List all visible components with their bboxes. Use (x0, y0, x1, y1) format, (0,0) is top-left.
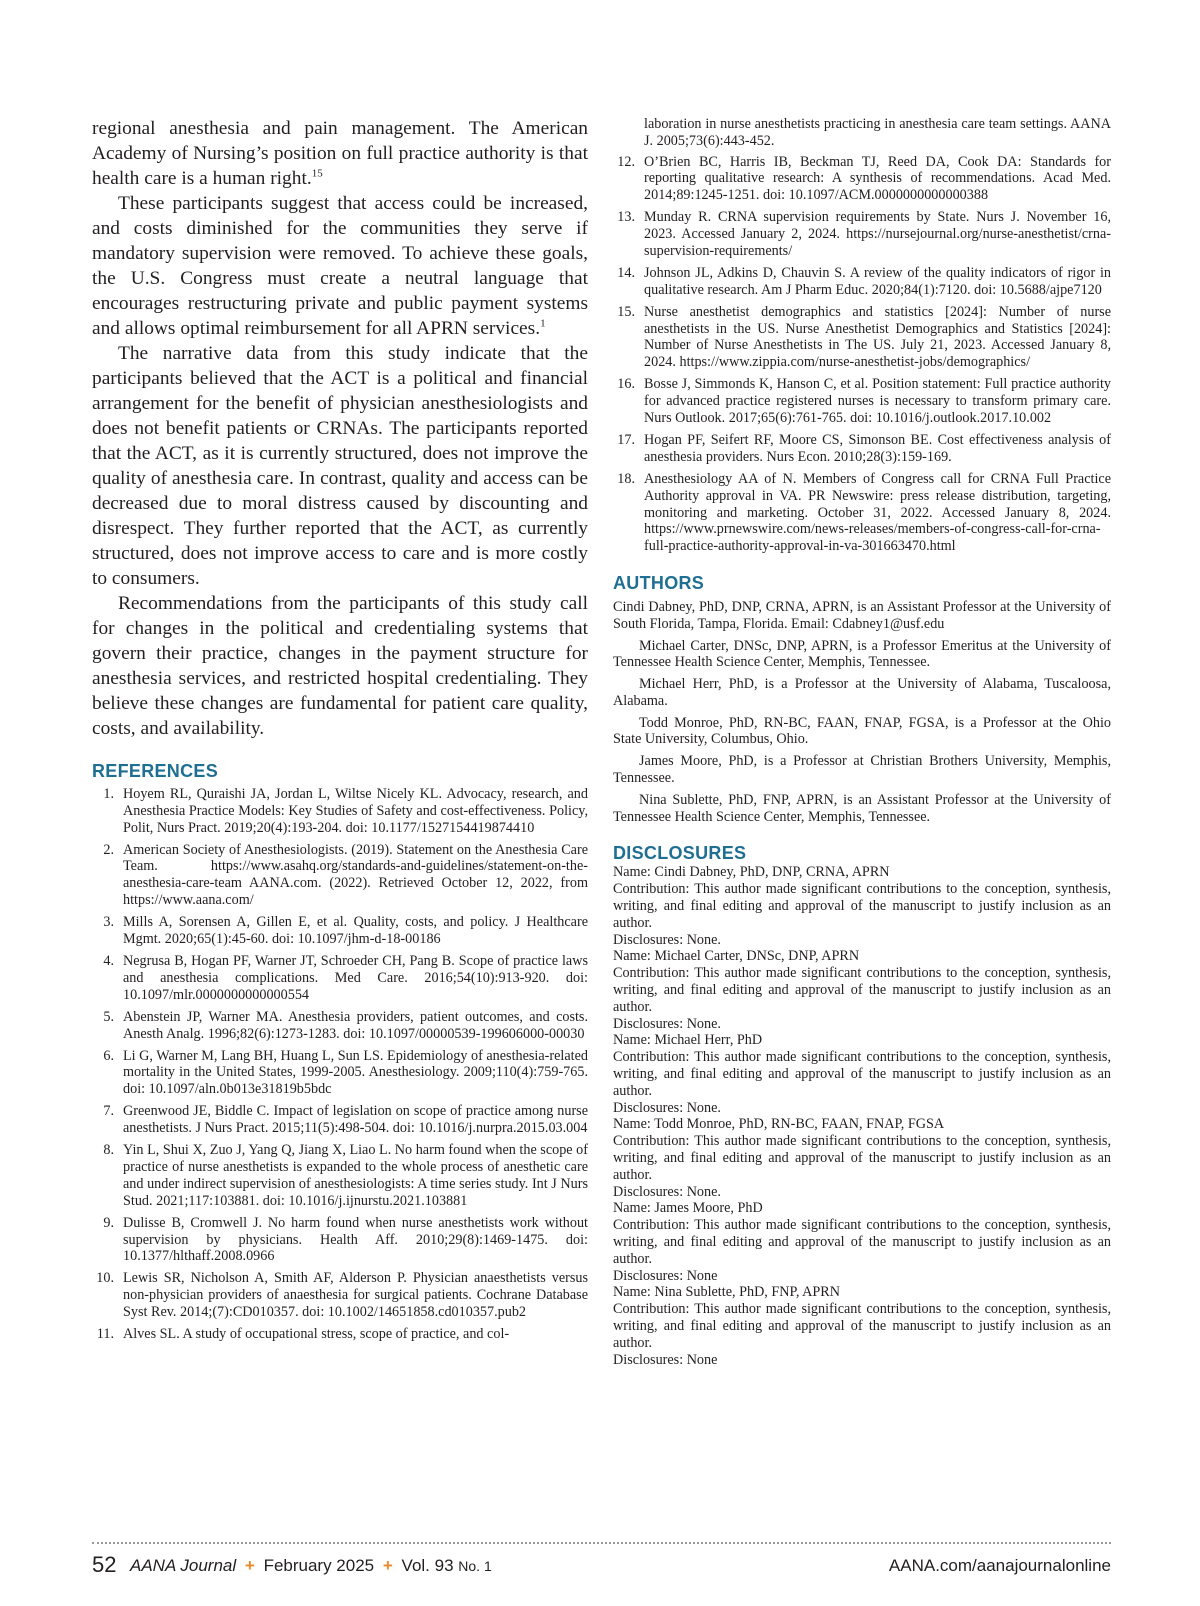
reference-text: Mills A, Sorensen A, Gillen E, et al. Quality, costs, and policy. J Healthcare Mgmt. 2020;65(1):45-60. doi: 10.1097/jhm-d-18-00186 (123, 914, 588, 947)
reference-item (613, 432, 1111, 466)
authors-section (613, 599, 1111, 826)
right-column (613, 116, 1111, 1368)
reference-number: 13. (617, 209, 635, 226)
disclosure-name: Name: Todd Monroe, PhD, RN-BC, FAAN, FNAP, FGSA (613, 1116, 945, 1133)
reference-text: Greenwood JE, Biddle C. Impact of legislation on scope of practice among nurse anesthetists. J Nurs Pract. 2015;11(5):498-504. doi: 10.1016/j.nurpra.2015.03.004 (123, 1103, 588, 1137)
reference-item (613, 376, 1111, 426)
reference-item (92, 1142, 588, 1209)
reference-item (92, 1048, 588, 1098)
reference-item (613, 209, 1111, 259)
disclosure-contribution: Contribution: This author made significant contributions to the conception, synthesis, writing, and final editing and approval of the manuscript to justify inclusion as an author. (613, 965, 1111, 1015)
body-paragraph (92, 191, 588, 341)
reference-text: Johnson JL, Adkins D, Chauvin S. A review of the quality indicators of rigor in qualitative research. Am J Pharm Educ. 2020;84(1):7120. doi: 10.5688/ajpe7120 (644, 264, 1111, 298)
disclosure-disclosure: Disclosures: None (613, 1351, 718, 1368)
reference-text: Alves SL. A study of occupational stress, scope of practice, and col- (123, 1326, 510, 1343)
reference-continuation: laboration in nurse anesthetists practicing in anesthesia care team settings. AANA J. 2005;73(6):443-452. (644, 116, 1111, 149)
reference-item (92, 1103, 588, 1137)
reference-text: Anesthesiology AA of N. Members of Congress call for CRNA Full Practice Authority approval in VA. PR Newswire: press release distribution, targeting, monitoring and marketing. October 31, 2022. Accessed January 8, 2024. https://www.prnewswire.com/news-releases/members-of-congress-call-for-crna-full-practice-authority-approval-in-va-301663470.html (644, 470, 1111, 555)
author-bio: Cindi Dabney, PhD, DNP, CRNA, APRN, is an Assistant Professor at the University of South Florida, Tampa, Florida. Email: Cdabney1@usf.edu (613, 598, 1111, 632)
disclosure-disclosure: Disclosures: None. (613, 931, 721, 948)
disclosure-disclosure: Disclosures: None (613, 1267, 718, 1284)
disclosure-name: Name: James Moore, PhD (613, 1200, 763, 1217)
disclosure-contribution: Contribution: This author made significant contributions to the conception, synthesis, writing, and final editing and approval of the manuscript to justify inclusion as an author. (613, 1301, 1111, 1351)
reference-number: 17. (617, 432, 635, 449)
reference-item (92, 953, 588, 1003)
authors-heading: AUTHORS (613, 572, 705, 593)
reference-text: Lewis SR, Nicholson A, Smith AF, Alderson P. Physician anaesthetists versus non-physician providers of anaesthesia for surgical patients. Cochrane Database Syst Rev. 2014;(7):CD010357. doi: 10.1002/14651858.cd010357.pub2 (123, 1270, 588, 1320)
disclosure-contribution: Contribution: This author made significant contributions to the conception, synthesis, writing, and final editing and approval of the manuscript to justify inclusion as an author. (613, 1049, 1111, 1099)
journal-name: AANA Journal (130, 1556, 237, 1575)
disclosure-contribution: Contribution: This author made significant contributions to the conception, synthesis, writing, and final editing and approval of the manuscript to justify inclusion as an author. (613, 1133, 1111, 1183)
journal-info (130, 1556, 492, 1576)
paragraph-text: regional anesthesia and pain management. The American Academy of Nursing’s position on full practice authority is that health care is a human right. (92, 118, 588, 189)
reference-item (92, 1215, 588, 1265)
reference-item (92, 786, 588, 836)
disclosure-name: Name: Michael Carter, DNSc, DNP, APRN (613, 948, 860, 965)
reference-number: 14. (617, 264, 635, 281)
disclosure-disclosure: Disclosures: None. (613, 1099, 721, 1116)
reference-item (613, 304, 1111, 371)
references-list-continued (613, 116, 1111, 555)
reference-number: 12. (617, 153, 635, 170)
left-column (92, 116, 588, 1348)
disclosure-contribution: Contribution: This author made significant contributions to the conception, synthesis, writing, and final editing and approval of the manuscript to justify inclusion as an author. (613, 1217, 1111, 1267)
reference-text: Dulisse B, Cromwell J. No harm found when nurse anesthetists work without supervision by physicians. Health Aff. 2010;29(8):1469-1475. doi: 10.1377/hlthaff.2008.0966 (123, 1214, 588, 1265)
reference-number: 16. (617, 376, 635, 393)
reference-item (92, 1009, 588, 1043)
reference-text: Abenstein JP, Warner MA. Anesthesia providers, patient outcomes, and costs. Anesth Analg. 1996;82(6):1273-1283. doi: 10.1097/00000539-199606000-00030 (123, 1008, 588, 1042)
reference-item (92, 842, 588, 909)
reference-text: Yin L, Shui X, Zuo J, Yang Q, Jiang X, Liao L. No harm found when the scope of practice of nurse anesthetists is expanded to the whole process of anesthetic care and under indirect supervision of anesthesiologists: A time series study. Int J Nurs Stud. 2021;117:103881. doi: 10.1016/j.ijnurstu.2021.103881 (123, 1142, 588, 1209)
disclosure-name: Name: Nina Sublette, PhD, FNP, APRN (613, 1284, 841, 1301)
body-paragraph: Recommendations from the participants of this study call for changes in the political and credentialing systems that govern their practice, changes in the payment structure for anesthesia services, and restricted hospital credentialing. They believe these changes are fundamental for patient care quality, costs, and availability. (92, 593, 588, 739)
reference-number: 5. (103, 1008, 114, 1025)
footer-divider (92, 1542, 1111, 1544)
references-list (92, 786, 588, 1343)
journal-website-link[interactable]: AANA.com/aanajournalonline (888, 1556, 1111, 1575)
reference-number: 7. (103, 1103, 114, 1120)
author-bio: Michael Herr, PhD, is a Professor at the University of Alabama, Tuscaloosa, Alabama. (613, 676, 1111, 709)
body-paragraph (92, 116, 588, 191)
reference-item (613, 265, 1111, 299)
reference-text: Li G, Warner M, Lang BH, Huang L, Sun LS. Epidemiology of anesthesia-related mortality in the United States, 1999-2005. Anesthesiology. 2009;110(4):759-765. doi: 10.1097/aln.0b013e31819b5bdc (123, 1047, 588, 1098)
reference-text: Hoyem RL, Quraishi JA, Jordan L, Wiltse Nicely KL. Advocacy, research, and Anesthesia Practice Models: Key Studies of Safety and cost-effectiveness. Policy, Polit, Nurs Pract. 2019;20(4):193-204. doi: 10.1177/1527154419874410 (123, 786, 588, 836)
reference-number: 18. (617, 470, 635, 487)
body-paragraph: The narrative data from this study indicate that the participants believed that the ACT is a political and financial arrangement for the benefit of physician anesthesiologists and does not benefit patients or CRNAs. The participants reported that the ACT, as it is currently structured, does not improve the quality of anesthesia care. In contrast, quality and access can be decreased due to moral distress caused by discounting and disrespect. They further reported that the ACT, as currently structured, does not improve access to care and is more costly to consumers. (92, 343, 588, 589)
reference-text: Nurse anesthetist demographics and statistics [2024]: Number of nurse anesthetists in the US. Nurse Anesthetist Demographics and Statistics [2024]: Number of Nurse Anesthetists in The US. July 21, 2023. Accessed January 8, 2024. https://www.zippia.com/nurse-anesthetist-jobs/demographics/ (644, 303, 1111, 371)
page-footer (92, 1552, 1111, 1582)
reference-text: Munday R. CRNA supervision requirements by State. Nurs J. November 16, 2023. Accessed January 2, 2024. https://nursejournal.org/nurse-anesthetist/crna-supervision-requirements/ (644, 209, 1111, 259)
disclosures-heading: DISCLOSURES (613, 843, 747, 864)
issue-number: No. 1 (458, 1558, 492, 1574)
author-bio: Nina Sublette, PhD, FNP, APRN, is an Assistant Professor at the University of Tennessee Health Science Center, Memphis, Tennessee. (613, 791, 1111, 825)
reference-number: 11. (96, 1326, 114, 1343)
issue-date: February 2025 (263, 1556, 375, 1575)
reference-item (92, 1270, 588, 1320)
reference-number: 10. (96, 1270, 114, 1287)
reference-item (613, 471, 1111, 555)
author-bio: Michael Carter, DNSc, DNP, APRN, is a Professor Emeritus at the University of Tennessee Health Science Center, Memphis, Tennessee. (613, 637, 1111, 671)
separator-icon: + (244, 1556, 255, 1575)
reference-number: 2. (103, 841, 114, 858)
reference-number: 8. (103, 1142, 114, 1159)
separator-icon: + (382, 1556, 393, 1575)
reference-number: 6. (103, 1047, 114, 1064)
disclosure-disclosure: Disclosures: None. (613, 1015, 721, 1032)
reference-number: 4. (103, 953, 114, 970)
disclosure-name: Name: Michael Herr, PhD (613, 1032, 763, 1049)
citation-superscript: 1 (540, 317, 546, 330)
reference-item (613, 154, 1111, 204)
reference-item (92, 914, 588, 948)
paragraph-text: These participants suggest that access could be increased, and costs diminished for the communities they serve if mandatory supervision were removed. To achieve these goals, the U.S. Congress must create a neutral language that encourages restructuring private and public payment systems and allows optimal reimbursement for all APRN services. (92, 193, 588, 339)
volume: Vol. 93 (401, 1556, 454, 1575)
author-bio: Todd Monroe, PhD, RN-BC, FAAN, FNAP, FGSA, is a Professor at the Ohio State University, Columbus, Ohio. (613, 714, 1111, 748)
reference-number: 1. (103, 786, 114, 802)
reference-number: 3. (103, 914, 114, 931)
reference-text: Negrusa B, Hogan PF, Warner JT, Schroeder CH, Pang B. Scope of practice laws and anesthesia complications. Med Care. 2016;54(10):913-920. doi: 10.1097/mlr.0000000000000554 (123, 953, 588, 1003)
reference-text: Bosse J, Simmonds K, Hanson C, et al. Position statement: Full practice authority for advanced practice registered nurses is necessary to transform primary care. Nurs Outlook. 2017;65(6):761-765. doi: 10.1016/j.outlook.2017.10.002 (644, 376, 1111, 426)
disclosure-contribution: Contribution: This author made significant contributions to the conception, synthesis, writing, and final editing and approval of the manuscript to justify inclusion as an author. (613, 881, 1111, 931)
reference-text: Hogan PF, Seifert RF, Moore CS, Simonson BE. Cost effectiveness analysis of anesthesia providers. Nurs Econ. 2010;28(3):159-169. (644, 432, 1111, 465)
reference-text: American Society of Anesthesiologists. (2019). Statement on the Anesthesia Care Team. https://www.asahq.org/standards-and-guidelines/statement-on-the-anesthesia-care-team AANA.com. (2022). Retrieved October 12, 2022, from https://www.aana.com/ (123, 841, 588, 909)
disclosure-disclosure: Disclosures: None. (613, 1183, 721, 1200)
disclosure-name: Name: Cindi Dabney, PhD, DNP, CRNA, APRN (613, 864, 890, 881)
reference-text: O’Brien BC, Harris IB, Beckman TJ, Reed DA, Cook DA: Standards for reporting qualitative research: A synthesis of recommendations. Acad Med. 2014;89:1245-1251. doi: 10.1097/ACM.0000000000000388 (644, 153, 1111, 204)
references-heading: REFERENCES (92, 761, 219, 781)
disclosures-section (613, 864, 1111, 1368)
citation-superscript: 15 (311, 167, 323, 180)
page-number: 52 (92, 1552, 117, 1577)
reference-number: 9. (103, 1214, 114, 1231)
reference-number: 15. (617, 303, 635, 320)
author-bio: James Moore, PhD, is a Professor at Christian Brothers University, Memphis, Tennessee. (613, 753, 1111, 787)
reference-item (92, 1326, 588, 1343)
